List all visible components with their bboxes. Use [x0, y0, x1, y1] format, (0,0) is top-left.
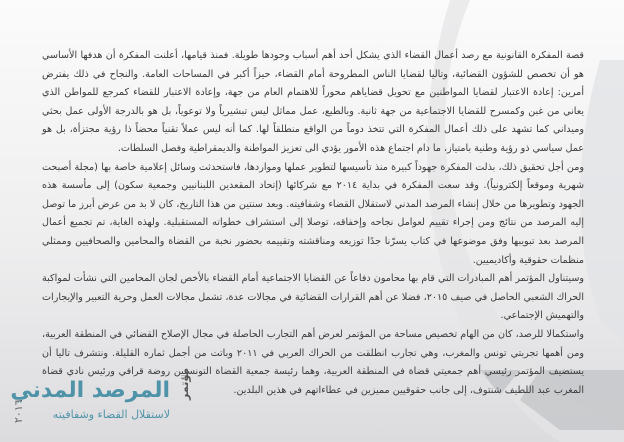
paragraph-4: واستكمالا للرصد، كان من الهام تخصيص مساحة من المؤتمر لعرض أهم التجارب الحاصلة في مجال الإصلاح القضائي في المنطقة العربية، ومن أهمها تجربتي تونس والمغرب، وهي تجارب انطلقت من الحراك العربي في ٢٠١١ وباتت من أجمل ثماره القليلة. ونتشرف تاليا أن يستضيف المؤتمر رئيسي أهم جمعيتي قضاة في المنطقة العربية، وهما رئيسة جمعية القضاة التونسيين روضة قرافي ورئيس نادي قضاة المغرب عبد اللطيف شنتوف، إلى جانب حقوقيين مميزين في عطاءاتهم في هذين البلدين.: [42, 328, 584, 396]
document-body: [42, 47, 584, 400]
logo-year: ٢٠١٦: [12, 399, 25, 423]
logo-conference-word: مؤتمر: [178, 367, 191, 400]
paragraph-1: قصة المفكرة القانونية مع رصد أعمال القضاء الذي يشكل أحد أهم أسباب وجودها طويلة. فمنذ قيامها، أعلنت المفكرة أن هدفها الأساسي هو أن تخصص للشؤون القضائية، وتاليا لقضايا الناس المطروحة أمام القضاء، حيزاً أكبر في المساحات العامة. والنجاح في ذلك يفترض أمرين: إعادة الاعتبار لقضايا المواطنين مع تحويل قضاياهم محوراً للاهتمام العام من جهة، وإعادة الاعتبار للقضاء كمرجع للمواطن الذي يعاني من غبن وكمسرح للقضايا الاجتماعية من جهة ثانية. وبالطبع، عمل مماثل ليس تبشيرياً ولا توعوياً، بل هو بالدرجة الأولى عمل بحثي وميداني كما تشهد على ذلك أعمال المفكرة التي تتخذ دوماً من الواقع منطلقاً لها. كما أنه ليس عملاً تقنياً محضاً ذا رؤية مجتزأة، بل هو عمل سياسي ذو رؤية وطنية بامتياز، ما دام اجتماع هذه الأمور يؤدي الى تعزيز المواطنة والديمقراطية وفصل السلطات.: [42, 50, 584, 154]
logo-subtitle: لاستقلال القضاء وشفافيته: [52, 408, 170, 421]
logo-name: المرصد المدني: [10, 378, 170, 403]
paragraph-2: ومن أجل تحقيق ذلك، بذلت المفكرة جهوداً كبيرة منذ تأسيسها لتطوير عملها ومواردها، فاستحدثت وسائل إعلامية خاصة بها (مجلة أصبحت شهرية وموقعاً إلكترونياً). وقد سعت المفكرة في بداية ٢٠١٤ مع شركائها (إتحاد المقعدين اللبنانيين وجمعية سكون) إلى مأسسة هذه الجهود وتطويرها من خلال إنشاء المرصد المدني لاستقلال القضاء وشفافيته. وبعد سنتين من هذا التاريخ، كان لا بد من عرض أبرز ما توصل إليه المرصد من نتائج ومن إجراء تقييم لعوامل نجاحه وإخفاقه، توصلا إلى استشراف خطواته المستقبلية. ولهذه الغاية، تم تجميع أعمال المرصد بعد تبويبها وفق موضوعها في كتاب يسرّنا جدًا توزيعه ومناقشته وتقييمه بحضور نخبة من القضاة والمحامين والصحافيين وممثلي منظمات حقوقية وأكاديميين.: [42, 161, 584, 266]
conference-logo: [10, 367, 192, 428]
paragraph-3: وسيتناول المؤتمر أهم المبادرات التي قام بها محامون دفاعاً عن القضايا الاجتماعية أمام القضاء بالأخص لجان المحامين التي نشأت لمواكبة الحراك الشعبي الحاصل في صيف ٢٠١٥، فضلا عن أهم القرارات القضائية في مجالات عدة، تشمل مجالات العمل وحرية التعبير والإيجارات والتهميش الإجتماعي.: [42, 273, 585, 322]
